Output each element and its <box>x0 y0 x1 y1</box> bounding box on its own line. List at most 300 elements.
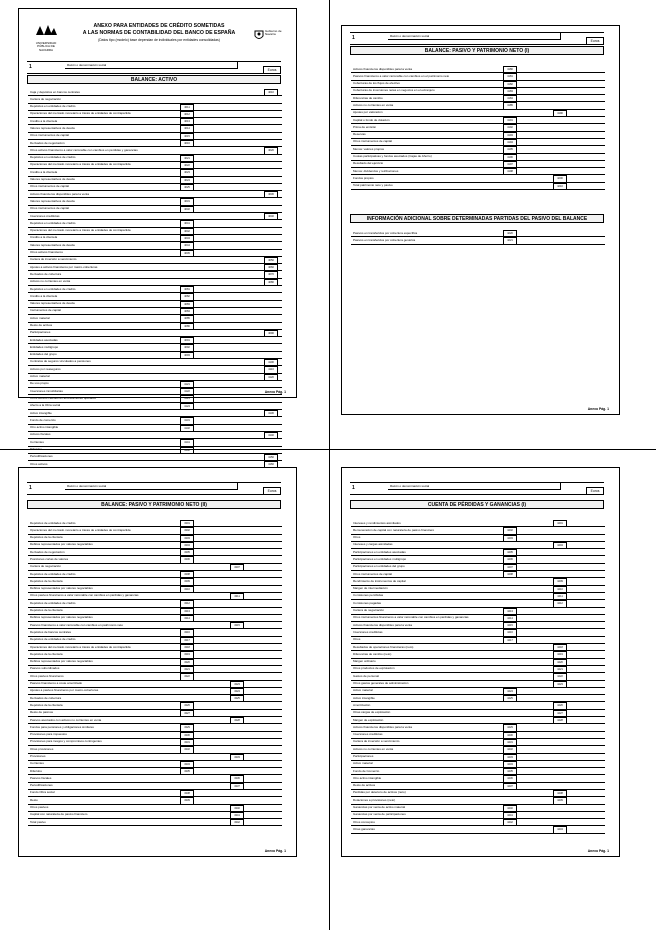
row-code-field[interactable]: 4432 <box>503 746 517 753</box>
form-row <box>28 754 282 761</box>
form-title <box>64 23 254 37</box>
row-label: Gastos de personal <box>353 673 380 678</box>
form-row <box>28 586 282 593</box>
form-row <box>28 768 282 775</box>
row-code-field[interactable]: 4180 <box>503 66 517 73</box>
row-code-field[interactable]: 4031 <box>180 198 194 205</box>
rows <box>351 520 605 834</box>
row-code-field[interactable]: 4401 <box>553 520 567 527</box>
row-code-field[interactable]: 4429 <box>503 724 517 731</box>
entity-strip <box>350 32 604 45</box>
row-code-field[interactable]: 4195 <box>503 146 517 153</box>
form-row <box>28 155 282 162</box>
row-code-field[interactable]: 4025 <box>180 184 194 191</box>
row-code-field[interactable]: 4341 <box>230 812 244 819</box>
row-label: Otros instrumentos financieros a valor razonable con cambios en pérdidas y ganancias <box>353 615 469 620</box>
row-label: Activos financieros disponibles para la venta <box>30 191 90 196</box>
form-row <box>28 571 282 578</box>
row-label: Derivados de cobertura <box>30 271 62 276</box>
row-code-field[interactable]: 4042 <box>180 228 194 235</box>
form-row <box>351 805 605 812</box>
row-code-field[interactable]: 4085 <box>180 315 194 322</box>
form-row <box>28 681 282 688</box>
form-row <box>351 608 605 615</box>
row-code-field[interactable]: 4044 <box>180 242 194 249</box>
row-label: Entidades del grupo <box>30 352 57 357</box>
row-label: Pasivos financieros a valor razonable con cambios en el patrimonio neto <box>353 73 450 78</box>
row-code-field[interactable]: 4321 <box>180 666 194 673</box>
row-code-field[interactable]: 4121 <box>180 381 194 388</box>
form-row <box>28 790 282 797</box>
page-footer: Anexo Pág. 1 <box>587 849 609 853</box>
row-code-field[interactable]: 4437 <box>503 783 517 790</box>
row-code-field[interactable]: 4011 <box>180 104 194 111</box>
form-row <box>351 237 605 244</box>
form-row <box>28 352 282 359</box>
row-label: Otros activos cedidos en arrendamiento operativo <box>30 395 97 400</box>
row-code-field[interactable]: 4142 <box>180 447 194 454</box>
row-code-field[interactable]: 4340 <box>230 805 244 812</box>
row-code-field[interactable]: 4312 <box>180 600 194 607</box>
form-row <box>351 102 605 109</box>
row-label: Fondo Obra social <box>30 790 55 795</box>
form-row <box>351 175 605 182</box>
row-code-field[interactable]: 4420 <box>553 659 567 666</box>
row-label: Activo material <box>353 688 373 693</box>
row-label: Valores representativos de deuda <box>30 177 75 182</box>
row-code-field[interactable]: 4331 <box>180 739 194 746</box>
row-label: Cartera de inversión a vencimiento <box>353 739 400 744</box>
row-code-field[interactable]: 4332 <box>180 746 194 753</box>
row-code-field[interactable]: 4417 <box>503 637 517 644</box>
row-code-field[interactable]: 4326 <box>180 702 194 709</box>
row-code-field[interactable]: 4301 <box>180 520 194 527</box>
row-code-field[interactable]: 4337 <box>230 783 244 790</box>
row-code-field[interactable]: 4307 <box>230 564 244 571</box>
row-code-field[interactable]: 4132 <box>180 425 194 432</box>
row-code-field[interactable]: 4150 <box>264 454 278 461</box>
row-code-field[interactable]: 4030 <box>264 191 278 198</box>
row-code-field[interactable]: 4090 <box>264 330 278 337</box>
row-code-field[interactable]: 4319 <box>180 651 194 658</box>
page-footer: Anexo Pág. 1 <box>264 849 286 853</box>
row-code-field[interactable]: 4415 <box>503 622 517 629</box>
form-row <box>351 710 605 717</box>
row-code-field[interactable]: 4436 <box>503 775 517 782</box>
row-label: Otros activos financieros <box>30 250 63 255</box>
row-code-field[interactable]: 4124 <box>180 403 194 410</box>
row-code-field[interactable]: 4190 <box>553 110 567 117</box>
row-label: Margen de intermediación <box>353 586 388 591</box>
row-code-field[interactable]: 4192 <box>503 124 517 131</box>
row-code-field[interactable]: 4308 <box>180 571 194 578</box>
row-code-field[interactable]: 4221 <box>503 237 517 244</box>
row-label: Inversiones crediticias <box>353 732 383 737</box>
row-code-field[interactable]: 4093 <box>180 352 194 359</box>
page-footer: Anexo Pág. 1 <box>587 407 609 411</box>
row-code-field[interactable]: 4406 <box>503 556 517 563</box>
row-label: Participaciones <box>353 754 374 758</box>
row-code-field[interactable]: 4328 <box>230 717 244 724</box>
row-code-field[interactable]: 4012 <box>180 111 194 118</box>
row-code-field[interactable]: 4181 <box>503 73 517 80</box>
form-row <box>28 359 282 366</box>
row-code-field[interactable]: 4403 <box>503 535 517 542</box>
row-code-field[interactable]: 4323 <box>230 681 244 688</box>
row-code-field[interactable]: 4333 <box>230 754 244 761</box>
row-code-field[interactable]: 4183 <box>503 88 517 95</box>
row-code-field[interactable]: 4023 <box>180 169 194 176</box>
row-code-field[interactable]: 4322 <box>180 673 194 680</box>
row-code-field[interactable]: 4421 <box>553 666 567 673</box>
row-label: Valores representativos de deuda <box>30 198 75 203</box>
form-row <box>28 293 282 300</box>
row-code-field[interactable]: 4197 <box>503 161 517 168</box>
form-row <box>28 337 282 344</box>
section-title: BALANCE: ACTIVO <box>27 75 281 84</box>
form-subtitle: (Datos tipo (modelo) base dependan de individuales por entidades consolidadas) <box>98 38 220 42</box>
row-label: Valores representativos de deuda <box>30 301 75 306</box>
row-code-field[interactable]: 4200 <box>553 175 567 182</box>
row-code-field[interactable]: 4335 <box>180 768 194 775</box>
row-code-field[interactable]: 4411 <box>553 593 567 600</box>
row-label: Cartera de inversión a vencimiento <box>30 257 77 262</box>
form-row <box>28 637 282 644</box>
row-code-field[interactable]: 4338 <box>180 790 194 797</box>
row-code-field[interactable]: 4024 <box>180 177 194 184</box>
row-code-field[interactable]: 4304 <box>180 542 194 549</box>
row-code-field[interactable]: 4428 <box>553 717 567 724</box>
row-code-field[interactable]: 4329 <box>180 724 194 731</box>
form-row <box>28 279 282 286</box>
row-label: Diferidos <box>30 768 42 773</box>
row-label: Otros <box>353 535 361 540</box>
row-label: Operaciones del mercado monetario a través de entidades de contrapartida <box>30 228 131 233</box>
row-code-field[interactable]: 4070 <box>264 271 278 278</box>
row-code-field[interactable]: 4424 <box>503 688 517 695</box>
row-label: Total pasivo <box>30 819 46 824</box>
form-row <box>28 235 282 242</box>
row-code-field[interactable]: 4336 <box>230 775 244 782</box>
form-row <box>351 622 605 629</box>
row-code-field[interactable]: 4416 <box>503 629 517 636</box>
row-code-field[interactable]: 4443 <box>553 826 567 833</box>
form-row <box>28 622 282 629</box>
form-row <box>28 761 282 768</box>
row-code-field[interactable]: 4194 <box>503 139 517 146</box>
row-label: De uso propio <box>30 381 49 386</box>
row-code-field[interactable]: 4015 <box>180 133 194 140</box>
row-label: Periodificaciones <box>30 454 53 459</box>
form-row <box>28 169 282 176</box>
row-label: Periodificaciones <box>30 783 53 788</box>
row-label: Pasivos subordinados <box>30 666 60 671</box>
row-label: Depósitos de entidades de crédito <box>30 520 76 525</box>
row-code-field[interactable]: 4020 <box>264 147 278 154</box>
row-code-field[interactable]: 4210 <box>553 183 567 190</box>
row-code-field[interactable]: 4198 <box>503 168 517 175</box>
row-code-field[interactable]: 4413 <box>503 608 517 615</box>
form-row <box>28 184 282 191</box>
row-code-field[interactable]: 4082 <box>180 293 194 300</box>
row-code-field[interactable]: 4324 <box>230 688 244 695</box>
row-code-field[interactable]: 4405 <box>503 549 517 556</box>
entity-name-label: Razón o denominación social <box>67 484 107 488</box>
row-code-field[interactable]: 4014 <box>180 125 194 132</box>
row-code-field[interactable]: 4441 <box>503 812 517 819</box>
row-label: Activo material <box>30 374 50 379</box>
row-code-field[interactable]: 4427 <box>553 710 567 717</box>
row-code-field[interactable]: 4084 <box>180 308 194 315</box>
row-code-field[interactable]: 4440 <box>503 805 517 812</box>
row-code-field[interactable]: 4160 <box>264 461 278 468</box>
form-row <box>351 659 605 666</box>
form-row <box>351 556 605 563</box>
form-row <box>28 125 282 132</box>
form-row <box>28 104 282 111</box>
row-code-field[interactable]: 4404 <box>553 542 567 549</box>
row-code-field[interactable]: 4422 <box>553 673 567 680</box>
row-label: Activo intangible <box>30 410 52 415</box>
form-row <box>28 410 282 417</box>
row-label: Activos financieros disponibles para la venta <box>353 66 413 71</box>
form-row <box>28 395 282 402</box>
row-code-field[interactable]: 4043 <box>180 235 194 242</box>
currency-label: Euros <box>586 37 604 45</box>
row-code-field[interactable]: 4010 <box>264 89 278 96</box>
row-code-field[interactable]: 4131 <box>180 417 194 424</box>
row-code-field[interactable]: 4311 <box>230 593 244 600</box>
row-code-field[interactable]: 4123 <box>180 395 194 402</box>
form-number: 1 <box>29 485 32 491</box>
row-code-field[interactable]: 4016 <box>180 140 194 147</box>
form-title-line-2: A LAS NORMAS DE CONTABILIDAD DEL BANCO DE ESPAÑA <box>82 30 236 36</box>
row-code-field[interactable]: 4302 <box>180 527 194 534</box>
form-row <box>351 95 605 102</box>
row-code-field[interactable]: 4426 <box>553 702 567 709</box>
row-label: Activo intangible <box>353 695 375 700</box>
row-code-field[interactable]: 4316 <box>180 629 194 636</box>
row-code-field[interactable]: 4339 <box>180 797 194 804</box>
form-row <box>28 89 282 96</box>
form-number: 1 <box>29 64 32 70</box>
form-row <box>351 578 605 585</box>
row-code-field[interactable]: 4182 <box>503 81 517 88</box>
row-label: Crédito a la clientela <box>30 118 58 123</box>
row-label: Depósitos de entidades de crédito <box>30 600 76 605</box>
row-code-field[interactable]: 4431 <box>503 739 517 746</box>
row-code-field[interactable]: 4310 <box>180 586 194 593</box>
form-row <box>28 301 282 308</box>
row-code-field[interactable]: 4402 <box>503 527 517 534</box>
row-code-field[interactable]: 4032 <box>180 206 194 213</box>
row-code-field[interactable]: 4041 <box>180 220 194 227</box>
row-code-field[interactable]: 4306 <box>180 556 194 563</box>
row-code-field[interactable]: 4141 <box>180 439 194 446</box>
row-label: Fondos propios <box>353 175 374 180</box>
row-code-field[interactable]: 4040 <box>264 213 278 220</box>
row-code-field[interactable]: 4196 <box>503 154 517 161</box>
form-row <box>351 81 605 88</box>
form-row <box>351 826 605 833</box>
row-code-field[interactable]: 4022 <box>180 162 194 169</box>
section-title: CUENTA DE PÉRDIDAS Y GANANCIAS (I) <box>350 500 604 509</box>
row-label: Participaciones <box>30 330 51 335</box>
row-code-field[interactable]: 4092 <box>180 344 194 351</box>
row-label: Corrientes <box>30 761 44 766</box>
row-label: Valores representativos de deuda <box>30 125 75 130</box>
row-code-field[interactable]: 4083 <box>180 301 194 308</box>
row-code-field[interactable]: 4086 <box>180 323 194 330</box>
row-code-field[interactable]: 4320 <box>180 659 194 666</box>
row-code-field[interactable]: 4193 <box>503 132 517 139</box>
form-row <box>351 688 605 695</box>
form-row <box>351 564 605 571</box>
row-label: Prima de emisión <box>353 124 377 129</box>
row-code-field[interactable]: 4314 <box>180 615 194 622</box>
row-label: Resto <box>30 797 38 802</box>
row-label: Comisiones percibidas <box>353 593 384 598</box>
row-code-field[interactable]: 4423 <box>553 681 567 688</box>
row-code-field[interactable]: 4100 <box>264 359 278 366</box>
row-label: Otros pasivos financieros a valor razonable con cambios en pérdidas y ganancias <box>30 593 139 598</box>
row-code-field[interactable]: 4410 <box>553 586 567 593</box>
row-code-field[interactable]: 4442 <box>503 819 517 826</box>
row-label: Margen de explotación <box>353 717 384 722</box>
form-row <box>351 761 605 768</box>
row-code-field[interactable]: 4425 <box>503 695 517 702</box>
row-code-field[interactable]: 4407 <box>503 564 517 571</box>
rows <box>28 520 282 826</box>
row-code-field[interactable]: 4315 <box>230 622 244 629</box>
rows <box>351 66 605 190</box>
row-code-field[interactable]: 4412 <box>553 600 567 607</box>
row-code-field[interactable]: 4185 <box>503 102 517 109</box>
row-label: Depósitos de entidades de crédito <box>30 637 76 642</box>
form-row <box>351 586 605 593</box>
row-code-field[interactable]: 4081 <box>180 286 194 293</box>
form-row <box>28 264 282 271</box>
form-row <box>28 549 282 556</box>
row-code-field[interactable]: 4434 <box>503 761 517 768</box>
row-code-field[interactable]: 4140 <box>264 432 278 439</box>
row-label: Margen ordinario <box>353 659 376 664</box>
row-label: Activo material <box>30 315 50 320</box>
row-code-field[interactable]: 4414 <box>503 615 517 622</box>
row-code-field[interactable]: 4435 <box>503 768 517 775</box>
form-row <box>28 344 282 351</box>
row-label: Participaciones en entidades multigrupo <box>353 556 407 561</box>
form-page-3 <box>18 467 297 857</box>
row-label: Crédito a la clientela <box>30 235 58 240</box>
form-row <box>28 783 282 790</box>
row-code-field[interactable]: 4309 <box>180 578 194 585</box>
row-code-field[interactable]: 4122 <box>180 388 194 395</box>
form-row <box>28 388 282 395</box>
row-code-field[interactable]: 4342 <box>230 819 244 826</box>
form-row <box>28 323 282 330</box>
form-row <box>351 110 605 117</box>
section-title: BALANCE: PASIVO Y PATRIMONIO NETO (I) <box>350 46 604 55</box>
row-code-field[interactable]: 4060 <box>264 264 278 271</box>
form-row <box>351 666 605 673</box>
row-code-field[interactable]: 4080 <box>264 279 278 286</box>
row-label: Cartera de negociación <box>353 608 385 613</box>
row-code-field[interactable]: 4303 <box>180 535 194 542</box>
row-code-field[interactable]: 4050 <box>264 257 278 264</box>
form-row <box>351 629 605 636</box>
row-code-field[interactable]: 4313 <box>180 608 194 615</box>
row-code-field[interactable]: 4130 <box>264 410 278 417</box>
row-code-field[interactable]: 4327 <box>180 710 194 717</box>
row-code-field[interactable]: 4334 <box>180 761 194 768</box>
form-row <box>28 133 282 140</box>
row-code-field[interactable]: 4439 <box>553 797 567 804</box>
row-label: Afecto a la Obra social <box>30 403 61 408</box>
row-code-field[interactable]: 4184 <box>503 95 517 102</box>
row-label: Otros productos de explotación <box>353 666 395 671</box>
row-label: Total patrimonio neto y pasivo <box>353 183 393 188</box>
form-row <box>28 220 282 227</box>
row-code-field[interactable]: 4091 <box>180 337 194 344</box>
row-code-field[interactable]: 4021 <box>180 155 194 162</box>
form-row <box>28 520 282 527</box>
form-row <box>28 257 282 264</box>
row-label: Activos no corrientes en venta <box>353 102 394 107</box>
row-code-field[interactable]: 4430 <box>503 732 517 739</box>
row-code-field[interactable]: 4318 <box>180 644 194 651</box>
row-code-field[interactable]: 4045 <box>180 250 194 257</box>
row-code-field[interactable]: 4438 <box>553 790 567 797</box>
university-logo-icon <box>34 23 58 52</box>
row-code-field[interactable]: 4120 <box>264 374 278 381</box>
row-code-field[interactable]: 4330 <box>180 732 194 739</box>
row-code-field[interactable]: 4409 <box>553 578 567 585</box>
row-label: Activos no corrientes en venta <box>353 746 394 751</box>
row-label: Inversiones crediticias <box>30 213 60 218</box>
row-label: Amortización <box>353 702 371 707</box>
row-label: Activos financieros disponibles para la venta <box>353 724 413 729</box>
row-label: Intereses y cargas asimiladas <box>353 542 393 547</box>
row-code-field[interactable]: 4325 <box>230 695 244 702</box>
entity-name-label: Razón o denominación social <box>390 484 430 488</box>
row-code-field[interactable]: 4220 <box>503 230 517 237</box>
row-code-field[interactable]: 4408 <box>503 571 517 578</box>
row-code-field[interactable]: 4433 <box>503 754 517 761</box>
row-label: Depósitos de la clientela <box>30 535 63 540</box>
row-label: Corrientes <box>30 439 44 444</box>
currency-label: Euros <box>263 487 281 495</box>
form-row <box>351 124 605 131</box>
form-row <box>351 732 605 739</box>
form-row <box>28 403 282 410</box>
row-code-field[interactable]: 4305 <box>180 549 194 556</box>
row-code-field[interactable]: 4317 <box>180 637 194 644</box>
form-row <box>351 790 605 797</box>
row-code-field[interactable]: 4191 <box>503 117 517 124</box>
form-page-4 <box>341 467 620 857</box>
row-label: Ganancias por venta de activo material <box>353 805 406 810</box>
form-row <box>28 425 282 432</box>
row-code-field[interactable]: 4013 <box>180 118 194 125</box>
form-row <box>28 118 282 125</box>
row-code-field[interactable]: 4110 <box>264 366 278 373</box>
form-row <box>351 681 605 688</box>
row-code-field[interactable]: 4418 <box>553 644 567 651</box>
row-code-field[interactable]: 4419 <box>553 651 567 658</box>
form-row <box>28 439 282 446</box>
row-label: Otros conceptos <box>353 819 375 824</box>
